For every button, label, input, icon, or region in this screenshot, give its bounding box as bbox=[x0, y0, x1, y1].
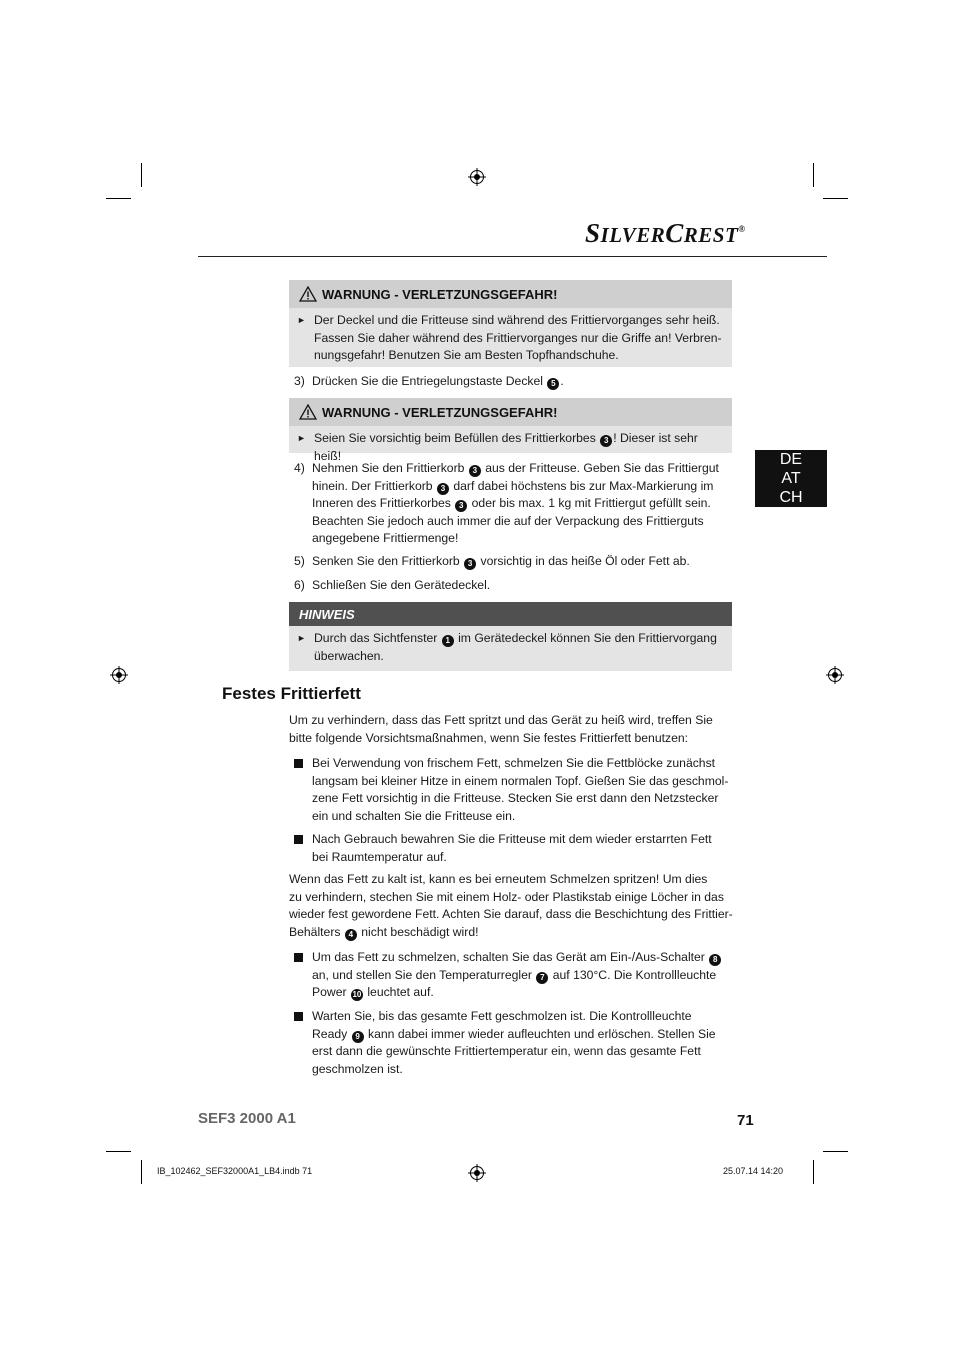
crop-mark bbox=[823, 1151, 848, 1152]
warning-text: ► Seien Sie vorsichtig beim Befüllen des Frittierkorbes 3 ! Dieser ist sehr heiß! bbox=[297, 431, 698, 463]
imprint-file: IB_102462_SEF32000A1_LB4.indb 71 bbox=[157, 1166, 313, 1176]
warning-title: WARNUNG - VERLETZUNGSGEFAHR! bbox=[322, 404, 558, 420]
square-bullet-icon bbox=[294, 835, 303, 844]
part-ref-badge: 5 bbox=[547, 378, 559, 390]
language-label: AT bbox=[781, 470, 801, 487]
page-number: 71 bbox=[737, 1112, 754, 1129]
part-ref-badge: 3 bbox=[455, 500, 467, 512]
part-ref-badge: 4 bbox=[345, 929, 357, 941]
part-ref-badge: 3 bbox=[437, 483, 449, 495]
note-header: HINWEIS bbox=[289, 602, 732, 626]
registration-mark-icon bbox=[468, 1164, 486, 1182]
imprint-date: 25.07.14 14:20 bbox=[723, 1166, 784, 1176]
part-ref-badge: 1 bbox=[442, 635, 454, 647]
warning-text: ► Der Deckel und die Fritteuse sind während des Frittiervorganges sehr heiß. Fassen Sie daher während des Frittiervorganges nur die Griffe an! Verbren- nungsgefahr! Benutzen Sie am Besten Topfhandschuhe. bbox=[297, 313, 722, 362]
intro-paragraph: Um zu verhindern, dass das Fett spritzt und das Gerät zu heiß wird, treffen Sie bitte folgende Vorsichtsmaßnahmen, wenn Sie festes Frittierfett benutzen: bbox=[289, 713, 713, 745]
square-bullet-icon bbox=[294, 759, 303, 768]
body-paragraph: Wenn das Fett zu kalt ist, kann es bei erneutem Schmelzen spritzen! Um dies zu verhindern, stechen Sie mit einem Holz- oder Plastikstab einige Löcher in das wieder fest gewordene Fett. Achten Sie darauf, dass die Beschichtung des Frittier- Behälters 4 nicht beschädigt wird! bbox=[289, 872, 733, 939]
crop-mark bbox=[106, 1151, 131, 1152]
language-tab bbox=[755, 450, 827, 507]
language-label: CH bbox=[779, 489, 803, 506]
registration-mark-icon bbox=[468, 168, 486, 186]
list-item: Bei Verwendung von frischem Fett, schmelzen Sie die Fettblöcke zunächst langsam bei kleiner Hitze in einem normalen Topf. Gießen Sie das geschmol- zene Fett vorsichtig in die Fritteuse. Stecken Sie erst dann den Netzstecker ein und schalten Sie die Fritteuse ein. bbox=[294, 755, 728, 825]
list-item: Nach Gebrauch bewahren Sie die Fritteuse mit dem wieder erstarrten Fett bei Raumtemperatur auf. bbox=[294, 831, 712, 866]
part-ref-badge: 7 bbox=[536, 972, 548, 984]
warning-header bbox=[289, 280, 732, 308]
note-text: ► Durch das Sichtfenster 1 im Gerätedeckel können Sie den Frittiervorgang überwachen. bbox=[297, 631, 717, 663]
header-divider bbox=[198, 256, 827, 257]
warning-header bbox=[289, 398, 732, 426]
step-item: 3) Drücken Sie die Entriegelungstaste Deckel 5 . bbox=[294, 374, 564, 388]
crop-mark bbox=[813, 1160, 814, 1184]
crop-mark bbox=[141, 1160, 142, 1184]
arrow-bullet-icon: ► bbox=[297, 315, 306, 325]
note-box bbox=[289, 602, 732, 671]
warning-triangle-icon bbox=[299, 404, 317, 420]
part-ref-badge: 8 bbox=[709, 954, 721, 966]
list-item: Um das Fett zu schmelzen, schalten Sie das Gerät am Ein-/Aus-Schalter 8 an, und stellen Sie den Temperaturregler 7 auf 130°C. Die Kontrollleuchte Power 10 leuchtet auf. bbox=[294, 949, 722, 1002]
crop-mark bbox=[823, 198, 848, 199]
square-bullet-icon bbox=[294, 1012, 303, 1021]
section-title: Festes Frittierfett bbox=[222, 684, 361, 703]
registration-mark-icon bbox=[110, 666, 128, 684]
part-ref-badge: 3 bbox=[469, 465, 481, 477]
step-item: 6) Schließen Sie den Gerätedeckel. bbox=[294, 578, 491, 592]
brand-logo: SILVERCREST® bbox=[585, 218, 746, 248]
part-ref-badge: 9 bbox=[352, 1031, 364, 1043]
square-bullet-icon bbox=[294, 953, 303, 962]
warning-title: WARNUNG - VERLETZUNGSGEFAHR! bbox=[322, 286, 558, 302]
model-number: SEF3 2000 A1 bbox=[198, 1110, 296, 1127]
registration-mark-icon bbox=[826, 666, 844, 684]
crop-mark bbox=[141, 163, 142, 187]
arrow-bullet-icon: ► bbox=[297, 433, 306, 443]
step-item: 5) Senken Sie den Frittierkorb 3 vorsichtig in das heiße Öl oder Fett ab. bbox=[294, 554, 690, 568]
list-item: Warten Sie, bis das gesamte Fett geschmolzen ist. Die Kontrollleuchte Ready 9 kann dabei immer wieder aufleuchten und erlöschen. Stellen Sie erst dann die gewünschte Frittiertemperatur ein, wenn das gesamte Fett geschmolzen ist. bbox=[294, 1008, 716, 1078]
step-item: 4) Nehmen Sie den Frittierkorb 3 aus der Fritteuse. Geben Sie das Frittiergut hinein. Der Frittierkorb 3 darf dabei höchstens bis zur Max-Markierung im Inneren des Frittierkorbes 3 oder bis max. 1 kg mit Frittiergut gefüllt sein. Beachten Sie jedoch auch immer die auf der Verpackung des Frittierguts angegebene Frittiermenge! bbox=[294, 461, 719, 545]
crop-mark bbox=[813, 163, 814, 187]
part-ref-badge: 3 bbox=[600, 435, 612, 447]
arrow-bullet-icon: ► bbox=[297, 633, 306, 643]
warning-triangle-icon bbox=[299, 286, 317, 302]
crop-mark bbox=[106, 198, 131, 199]
warning-box bbox=[289, 398, 732, 463]
part-ref-badge: 3 bbox=[464, 558, 476, 570]
language-label: DE bbox=[779, 451, 803, 468]
part-ref-badge: 10 bbox=[352, 990, 362, 999]
warning-box bbox=[289, 280, 732, 367]
